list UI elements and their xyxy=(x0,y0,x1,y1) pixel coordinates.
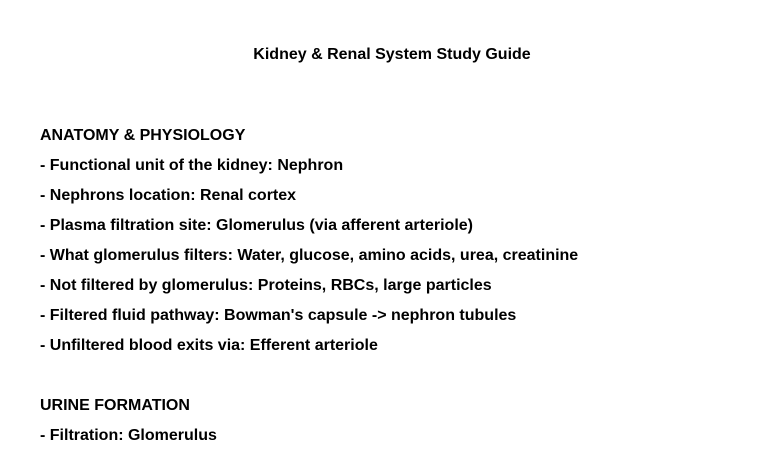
list-item: - Functional unit of the kidney: Nephron xyxy=(40,157,344,174)
list-item: - Nephrons location: Renal cortex xyxy=(40,187,297,204)
list-item: - Filtered fluid pathway: Bowman's capsule -> nephron tubules xyxy=(40,307,517,324)
section-heading: ANATOMY & PHYSIOLOGY xyxy=(40,127,246,144)
list-item: - Plasma filtration site: Glomerulus (via afferent arteriole) xyxy=(40,217,473,234)
list-item: - Filtration: Glomerulus xyxy=(40,427,217,444)
document-title: Kidney & Renal System Study Guide xyxy=(253,46,531,63)
section-urine-formation xyxy=(40,391,770,451)
section-heading: URINE FORMATION xyxy=(40,397,190,414)
section-anatomy-physiology xyxy=(40,121,770,361)
list-item: - What glomerulus filters: Water, glucose, amino acids, urea, creatinine xyxy=(40,247,579,264)
list-item: - Not filtered by glomerulus: Proteins, RBCs, large particles xyxy=(40,277,492,294)
list-item: - Unfiltered blood exits via: Efferent arteriole xyxy=(40,337,378,354)
